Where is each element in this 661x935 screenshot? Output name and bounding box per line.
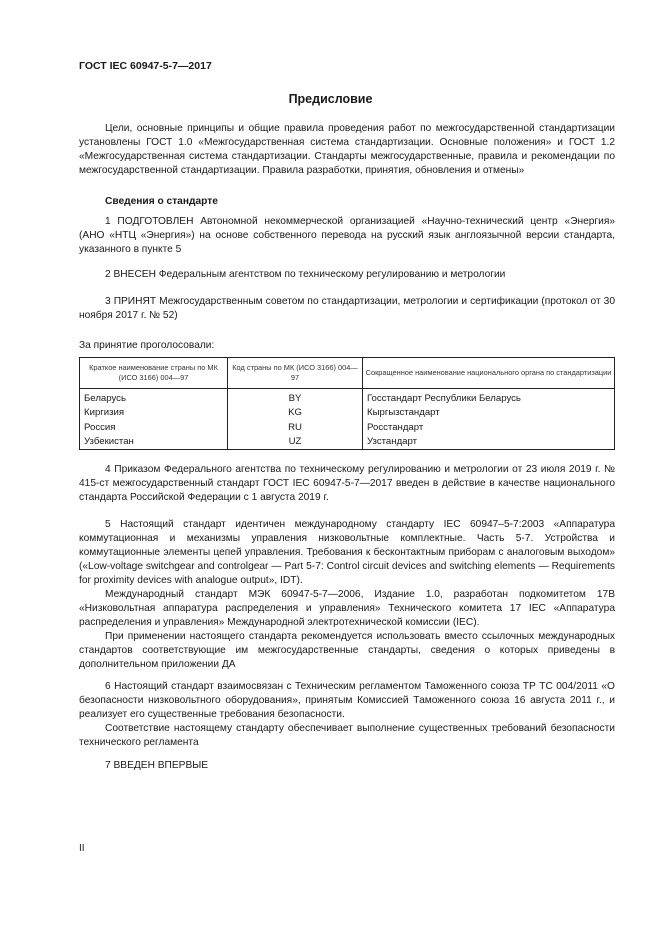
table-row — [80, 435, 615, 450]
item-5 — [79, 518, 615, 672]
vote-label — [79, 339, 615, 353]
item-5-paragraph-2: Международный стандарт МЭК 60947-5-7—2006, Издание 1.0, разработан подкомитетом 17B «Низковольтная аппаратура распределения и управления» Технического комитета 17 IEC «Аппаратура распределения и управления» Международной электротехнической комиссии (IEC). — [79, 589, 615, 628]
item-3-text: 3 ПРИНЯТ Межгосударственным советом по стандартизации, метрологии и сертификации (протокол от 30 ноября 2017 г. № 52) — [79, 296, 615, 321]
item-7 — [79, 759, 615, 773]
table-row — [80, 420, 615, 435]
table-cell-code: KG — [228, 406, 363, 421]
item-6-text: 6 Настоящий стандарт взаимосвязан с Техническим регламентом Таможенного союза ТР ТС 004/2011 «О безопасности низковольтного оборудования», принятым Комиссией Таможенного союза 16 августа 2011 г., и реализует его существенные требования безопасности. — [79, 681, 615, 720]
intro-paragraph — [79, 122, 615, 178]
table-cell-country: Киргизия — [80, 406, 228, 421]
table-cell-body: Кыргызстандарт — [363, 406, 615, 421]
item-5-text: 5 Настоящий стандарт идентичен международному стандарту IEC 60947–5-7:2003 «Аппаратура коммутационная и механизмы управления низковольтные комплектные. Часть 5-7. Устройства и коммутационные элементы цепей управления. Требования к бесконтактным приборам с аналоговым выходом» («Low-voltage switchgear and controlgear — Part 5-7: Control circuit devices and switching elements — Requirements for proximity devices with analogue output», IDT). — [79, 519, 615, 586]
item-1 — [79, 215, 615, 257]
table-cell-code: RU — [228, 420, 363, 435]
intro-text: Цели, основные принципы и общие правила проведения работ по межгосударственной стандартизации установлены ГОСТ 1.0 «Межгосударственная система стандартизации. Основные положения» и ГОСТ 1.2 «Межгосударственная система стандартизации. Стандарты межгосударственные, правила и рекомендации по межгосударственной стандартизации. Правила разработки, принятия, обновления и отмены» — [79, 123, 615, 176]
item-7-text: 7 ВВЕДЕН ВПЕРВЫЕ — [105, 760, 209, 771]
voting-table — [79, 357, 615, 450]
item-4 — [79, 463, 615, 505]
item-4-text: 4 Приказом Федерального агентства по техническому регулированию и метрологии от 23 июля 2019 г. № 415-ст межгосударственный стандарт ГОСТ IEC 60947-5-7—2017 введен в действие в качестве национального стандарта Российской Федерации с 1 августа 2019 г. — [79, 464, 615, 503]
table-cell-code: BY — [228, 389, 363, 406]
document-header: ГОСТ IEC 60947-5-7—2017 — [79, 60, 212, 72]
item-1-text: 1 ПОДГОТОВЛЕН Автономной некоммерческой организацией «Научно-технический центр «Энергия» (АНО «НТЦ «Энергия») на основе собственного перевода на русский язык англоязычной версии стандарта, указанного в пункте 5 — [79, 216, 615, 255]
table-header-code: Код страны по МК (ИСО 3166) 004—97 — [228, 358, 363, 389]
section-title: Сведения о стандарте — [105, 196, 218, 207]
table-cell-body: Росстандарт — [363, 420, 615, 435]
table-cell-body: Узстандарт — [363, 435, 615, 450]
item-3 — [79, 295, 615, 323]
page-title: Предисловие — [288, 92, 373, 106]
item-6 — [79, 680, 615, 750]
table-header-body: Сокращенное наименование национального органа по стандартизации — [363, 358, 615, 389]
table-cell-country: Россия — [80, 420, 228, 435]
table-cell-body: Госстандарт Республики Беларусь — [363, 389, 615, 406]
item-2 — [79, 268, 615, 282]
item-6-paragraph-2: Соответствие настоящему стандарту обеспечивает выполнение существенных требований безопасности технического регламента — [79, 723, 615, 748]
table-cell-country: Узбекистан — [80, 435, 228, 450]
table-row — [80, 406, 615, 421]
table-cell-code: UZ — [228, 435, 363, 450]
table-header-country: Краткое наименование страны по МК (ИСО 3166) 004—97 — [80, 358, 228, 389]
table-row — [80, 389, 615, 406]
item-2-text: 2 ВНЕСЕН Федеральным агентством по техническому регулированию и метрологии — [105, 269, 506, 280]
page-number: II — [79, 843, 85, 854]
vote-label-text: За принятие проголосовали: — [79, 340, 215, 351]
table-cell-country: Беларусь — [80, 389, 228, 406]
table-header-row — [80, 358, 615, 389]
item-5-paragraph-3: При применении настоящего стандарта рекомендуется использовать вместо ссылочных международных стандартов соответствующие им межгосударственные стандарты, сведения о которых приведены в дополнительном приложении ДА — [79, 631, 615, 670]
